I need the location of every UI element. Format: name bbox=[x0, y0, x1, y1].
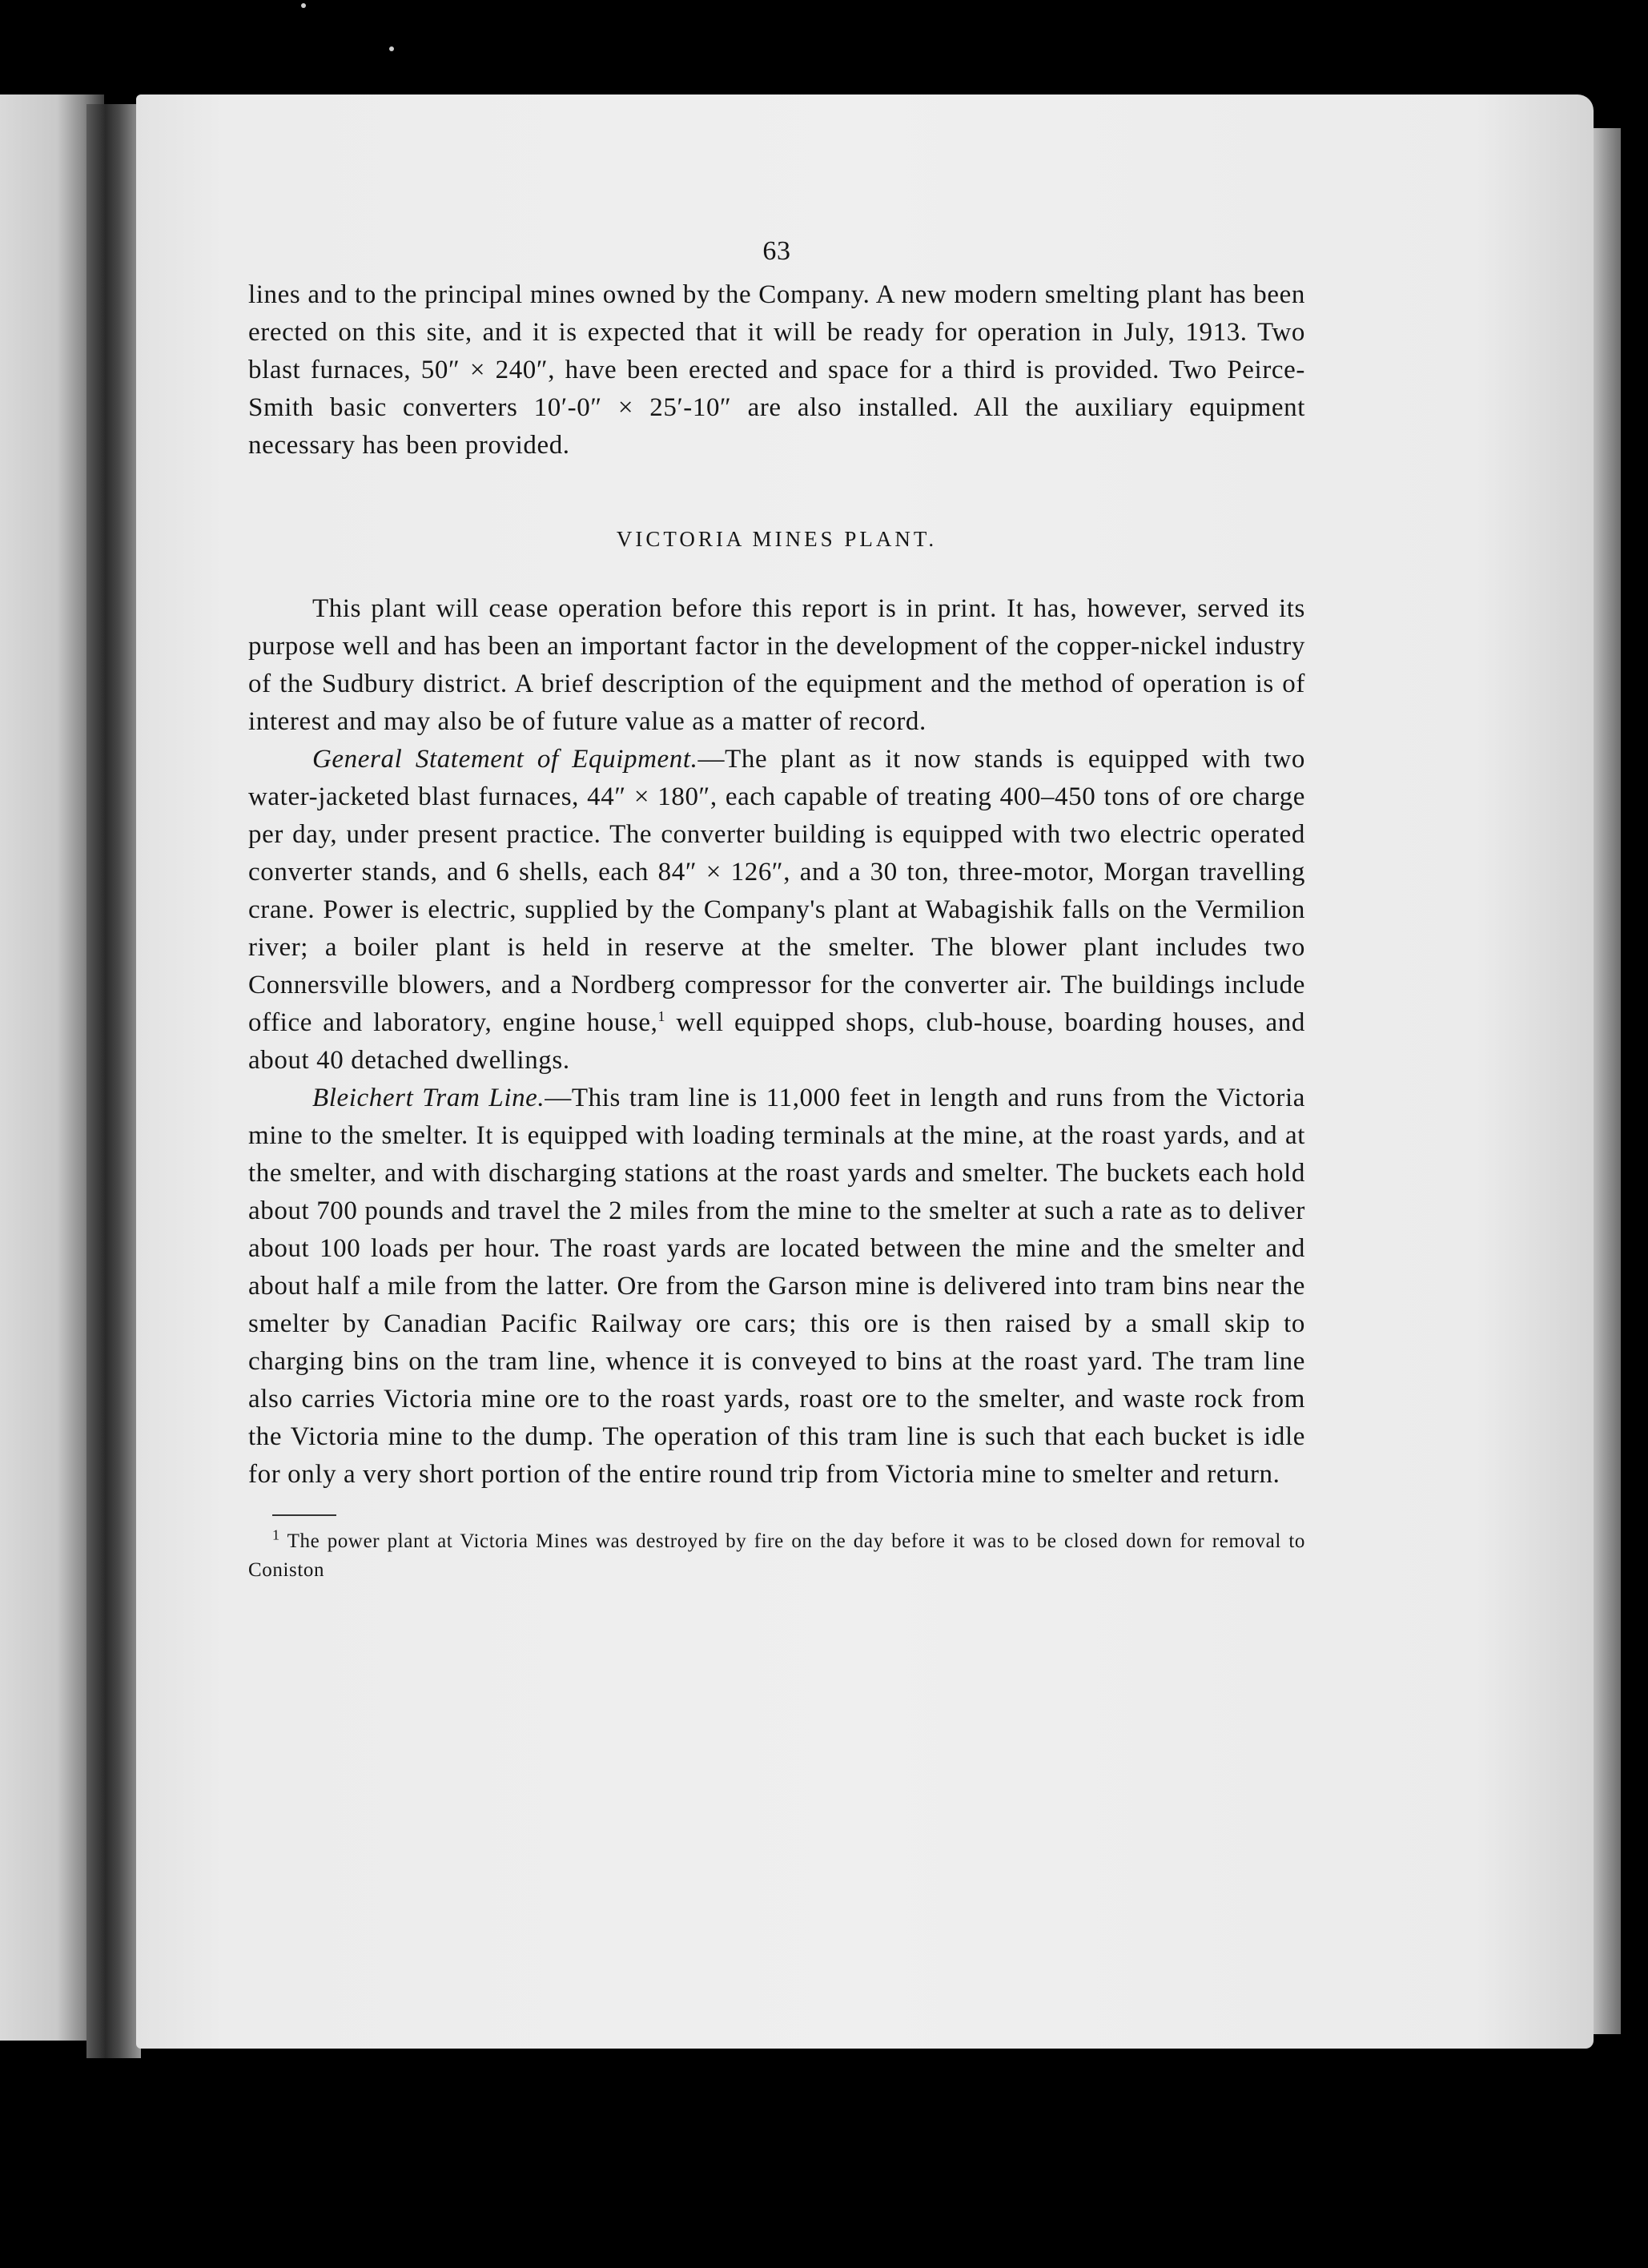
paragraph-tram-line bbox=[248, 1080, 1305, 1494]
equipment-subheading: General Statement of Equipment. bbox=[312, 745, 698, 774]
footnote bbox=[248, 1527, 1305, 1585]
paragraph-equipment bbox=[248, 741, 1305, 1080]
book-gutter bbox=[86, 104, 141, 2058]
tram-subheading: Bleichert Tram Line. bbox=[312, 1084, 545, 1112]
footnote-reference: 1 bbox=[657, 1008, 666, 1024]
film-speck bbox=[301, 3, 306, 8]
footnote-divider bbox=[272, 1514, 336, 1516]
film-speck bbox=[389, 46, 394, 51]
tram-text: —This tram line is 11,000 feet in length and runs from the Victoria mine to the smelter. It is equipped with loading terminals at the mine, at the roast yards, and at the smelter, and with discharging stations at the roast yards and smelter. The buckets each hold about 700 pounds and travel the 2 miles from the mine to the smelter at such a rate as to deliver about 100 loads per hour. The roast yards are located between the mine and the smelter and about half a mile from the latter. Ore from the Garson mine is delivered into tram bins near the smelter by Canadian Pacific Railway ore cars; this ore is then raised by a small skip to charging bins on the tram line, whence it is conveyed to bins at the roast yard. The tram line also carries Victoria mine ore to the roast yards, roast ore to the smelter, and waste rock from the Victoria mine to the dump. The operation of this tram line is such that each bucket is idle for only a very short portion of the entire round trip from Victoria mine to smelter and return. bbox=[248, 1084, 1305, 1489]
paragraph-smelting-plant: lines and to the principal mines owned by the Company. A new modern smelting plant has been erected on this site, and it is expected that it will be ready for operation in July, 1913. Two blast furnaces, 50″ × 240″, have been erected and space for a third is provided. Two Peirce-Smith basic converters 10′-0″ × 25′-10″ are also installed. All the auxiliary equipment necessary has been provided. bbox=[248, 280, 1305, 460]
page-stack-edge bbox=[1594, 128, 1621, 2034]
footnote-text: The power plant at Victoria Mines was destroyed by fire on the day before it was to be closed down for removal to Coniston bbox=[248, 1530, 1305, 1581]
footnote-marker: 1 bbox=[272, 1526, 280, 1543]
equipment-text-part2: well equipped shops, club-house, boarding houses, and about 40 detached dwellings. bbox=[248, 1008, 1305, 1075]
paragraph-intro: This plant will cease operation before this report is in print. It has, however, served its purpose well and has been an important factor in the development of the copper-nickel industry of the Sudbury district. A brief description of the equipment and the method of operation is of interest and may also be of future value as a matter of record. bbox=[248, 594, 1305, 736]
section-heading: VICTORIA MINES PLANT. bbox=[616, 527, 938, 551]
equipment-text-part1: —The plant as it now stands is equipped with two water-jacketed blast furnaces, 44″ × 180″, each capable of treating 400–450 tons of ore charge per day, under present practice. The converter building is equipped with two electric operated converter stands, and 6 shells, each 84″ × 126″, and a 30 ton, three-motor, Morgan travelling crane. Power is electric, supplied by the Company's plant at Wabagishik falls on the Vermilion river; a boiler plant is held in reserve at the smelter. The blower plant includes two Connersville blowers, and a Nordberg compressor for the converter air. The buildings include office and laboratory, engine house, bbox=[248, 745, 1306, 1037]
page-content bbox=[248, 232, 1305, 1585]
page-number: 63 bbox=[762, 236, 791, 266]
